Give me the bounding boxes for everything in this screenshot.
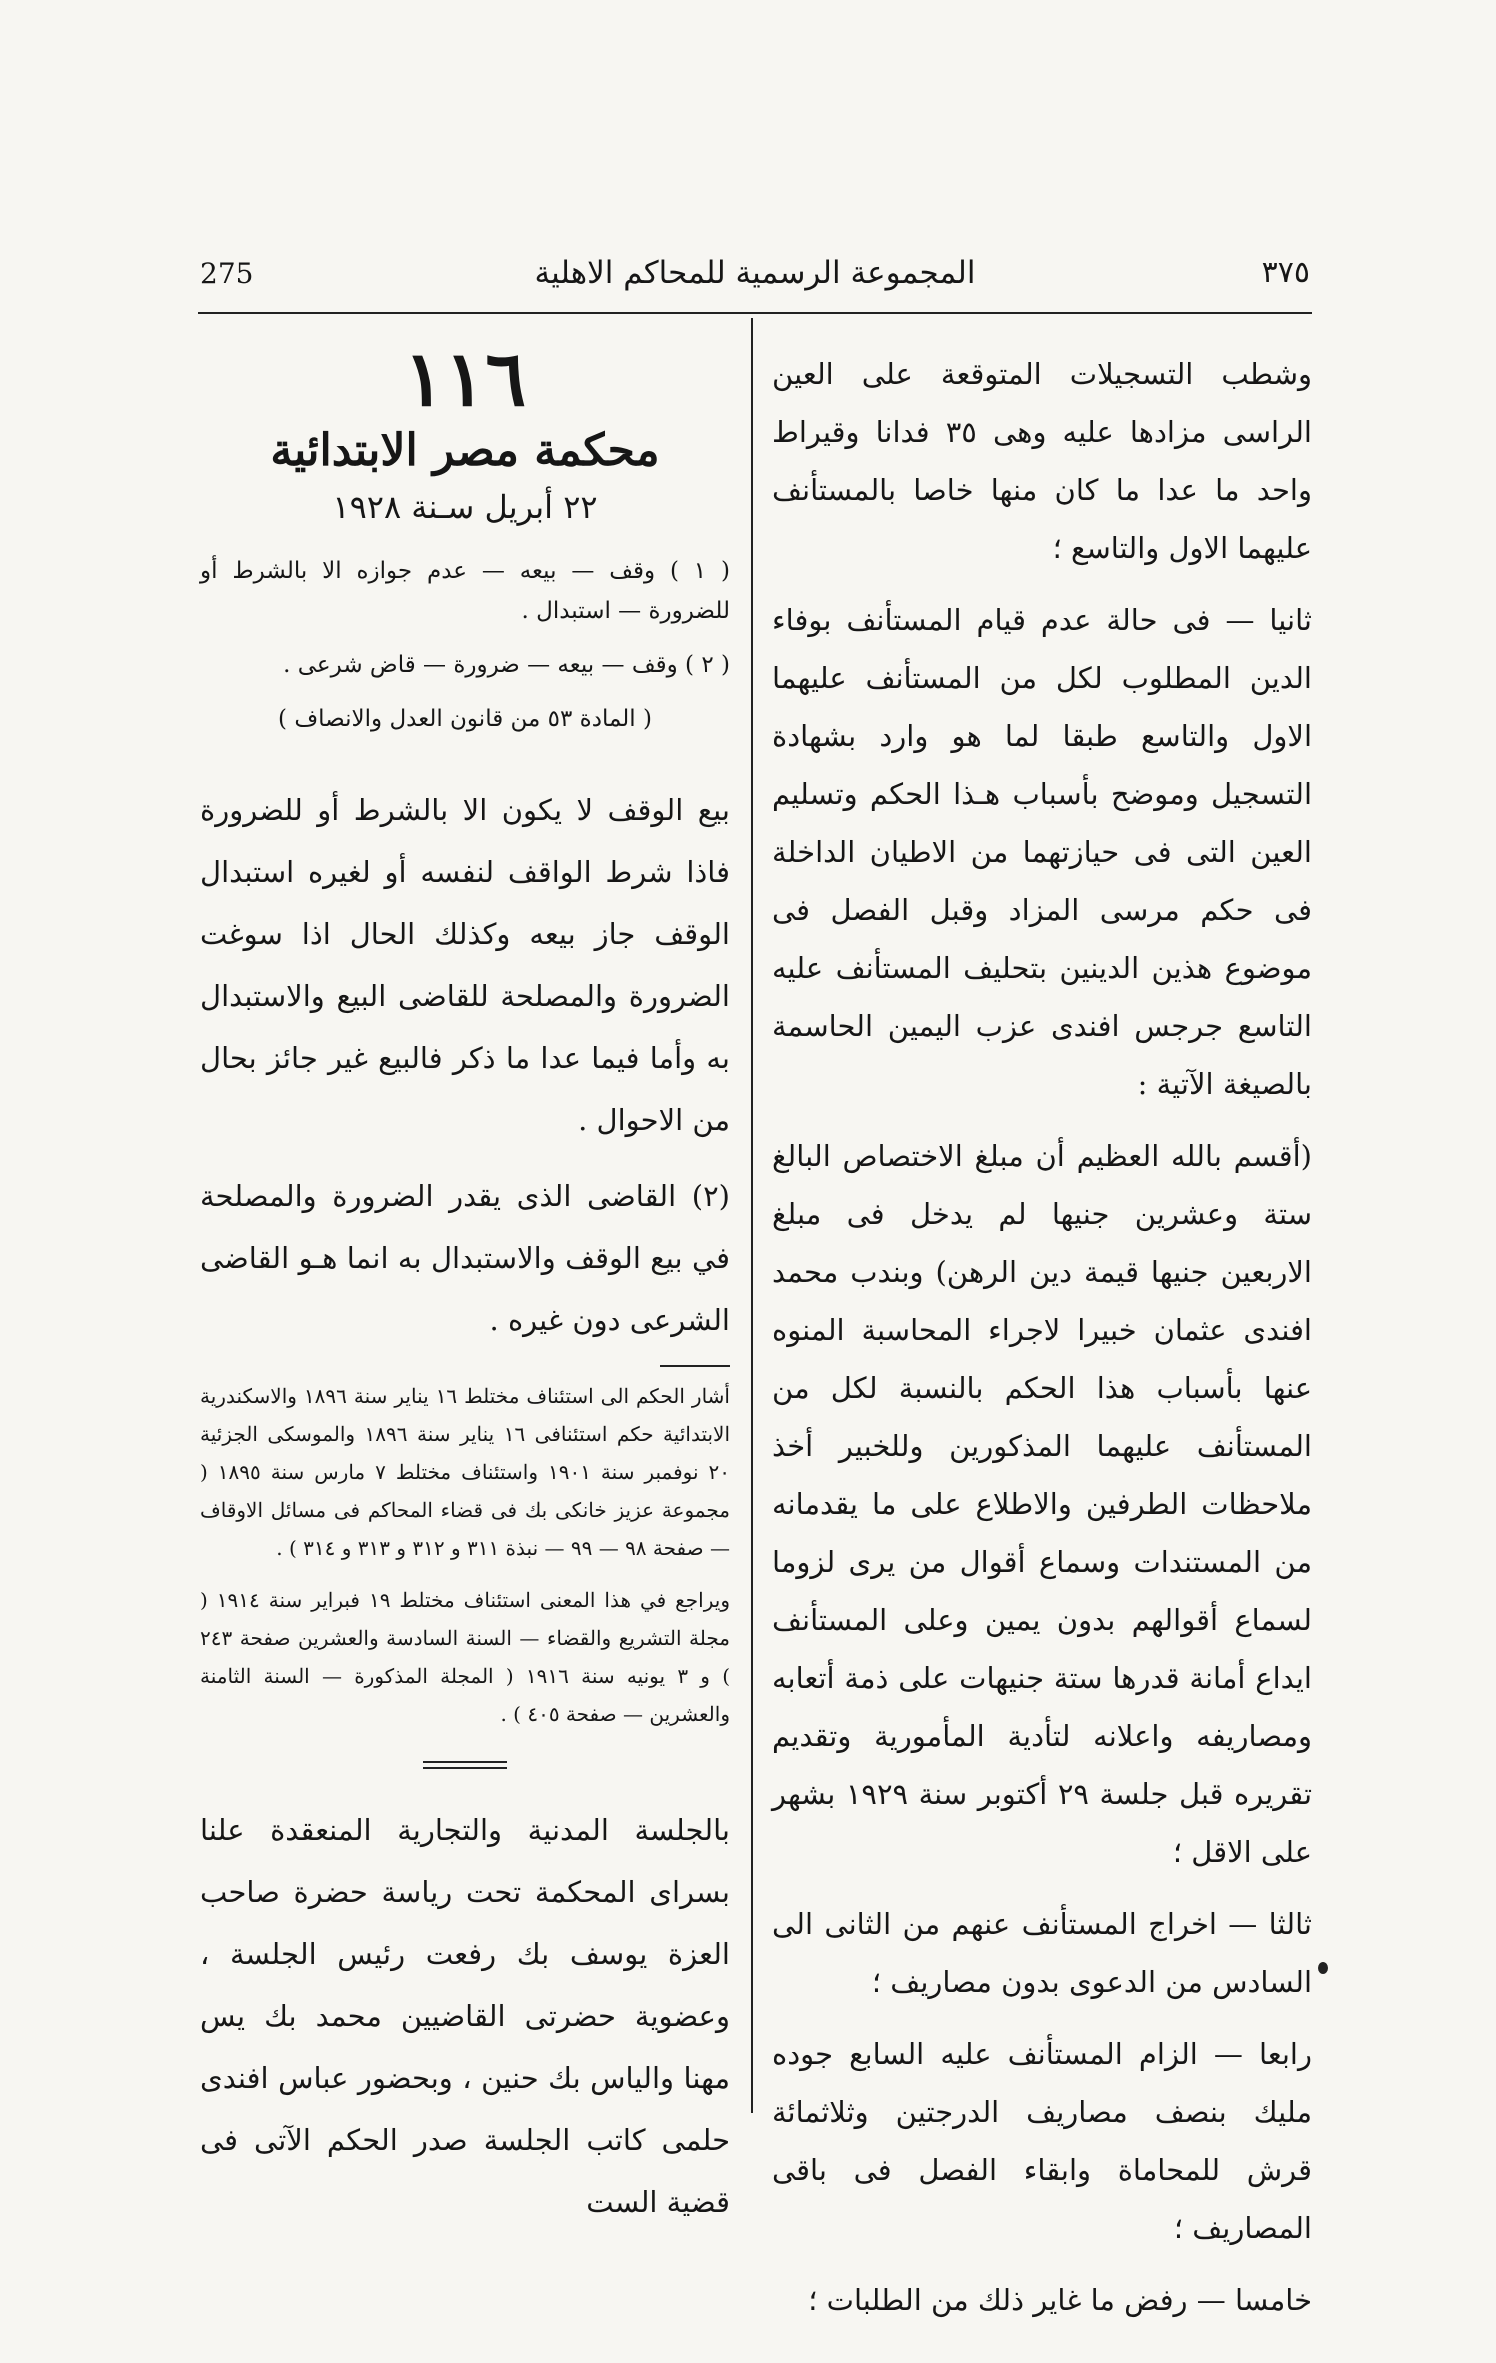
body-paragraph: خامسا — رفض ما غاير ذلك من الطلبات ؛ [808, 2283, 1312, 2317]
footnote-rule [660, 1365, 730, 1367]
judgment-date: ٢٢ أبريل سـنة ١٩٢٨ [332, 488, 598, 526]
holding-paragraph: (٢) القاضى الذى يقدر الضرورة والمصلحة في بيع الوقف والاستبدال به انما هـو القاضى الشرعى دون غيره . [200, 1179, 730, 1337]
page-header [200, 255, 1310, 303]
session-paragraph: بالجلسة المدنية والتجارية المنعقدة علنا بسراى المحكمة تحت رياسة حضرة صاحب العزة يوسف بك رفعت رئيس الجلسة ، وعضوية حضرتى القاضيين محمد بك يس مهنا والياس بك حنين ، وبحضور عباس افندى حلمى كاتب الجلسة صدر الحكم الآتى فى قضية الست [200, 1813, 730, 2219]
left-column [772, 345, 1312, 2343]
running-title: المجموعة الرسمية للمحاكم الاهلية [534, 255, 976, 291]
footnote: أشار الحكم الى استئناف مختلط ١٦ يناير سنة ١٨٩٦ والاسكندرية الابتدائية حكم استئنافى ١٦ يناير سنة ١٨٩٦ والموسكى الجزئية ٢٠ نوفمبر سنة ١٩٠١ واستئناف مختلط ٧ مارس سنة ١٨٩٥ ( مجموعة عزيز خانكى بك فى قضاء المحاكم فى مسائل الاوقاف — صفحة ٩٨ — ٩٩ — نبذة ٣١١ و ٣١٢ و ٣١٣ و ٣١٤ ) . [200, 1384, 731, 1560]
right-column [200, 334, 731, 2247]
body-paragraph: وشطب التسجيلات المتوقعة على العين الراسى مزادها عليه وهى ٣٥ فدانا وقيراط واحد ما عدا ما كان منها خاصا بالمستأنف عليهما الاول والتاسع ؛ [772, 357, 1312, 565]
holding-paragraph: بيع الوقف لا يكون الا بالشرط أو للضرورة فاذا شرط الواقف لنفسه أو لغيره استبدال الوقف جاز بيعه وكذلك الحال اذا سوغت الضرورة والمصلحة للقاضى البيع والاستبدال به وأما فيما عدا ما ذكر فالبيع غير جائز بحال من الاحوال . [200, 793, 730, 1137]
court-name: محكمة مصر الابتدائية [270, 425, 660, 476]
footnote: ويراجع في هذا المعنى استئناف مختلط ١٩ فبراير سنة ١٩١٤ ( مجلة التشريع والقضاء — السنة السادسة والعشرين صفحة ٢٤٣ ) و ٣ يونيه سنة ١٩١٦ ( المجلة المذكورة — السنة الثامنة والعشرين — صفحة ٤٠٥ ) . [200, 1588, 730, 1726]
section-separator [423, 1761, 507, 1769]
page-number-arabic: ٣٧٥ [1261, 255, 1310, 290]
summary-item: ( ٢ ) وقف — بيعه — ضرورة — قاض شرعى . [283, 652, 730, 678]
body-paragraph: رابعا — الزام المستأنف عليه السابع جوده مليك بنصف مصاريف الدرجتين وثلاثمائة قرش للمحاماة وابقاء الفصل فى باقى المصاريف ؛ [772, 2037, 1312, 2245]
case-number: ١١٦ [403, 334, 527, 423]
column-divider [751, 318, 753, 2113]
ink-mark [1318, 1962, 1328, 1974]
body-paragraph: ثالثا — اخراج المستأنف عنهم من الثانى الى السادس من الدعوى بدون مصاريف ؛ [772, 1907, 1312, 1999]
body-paragraph: ثانيا — فى حالة عدم قيام المستأنف بوفاء الدين المطلوب لكل من المستأنف عليهما الاول والتاسع طبقا لما هو وارد بشهادة التسجيل وموضح بأسباب هـذا الحكم وتسليم العين التى فى حيازتهما من الاطيان الداخلة فى حكم مرسى المزاد وقبل الفصل فى موضوع هذين الدينين بتحليف المستأنف عليه التاسع جرجس افندى عزب اليمين الحاسمة بالصيغة الآتية : [772, 603, 1312, 1101]
law-reference: ( المادة ٥٣ من قانون العدل والانصاف ) [278, 706, 652, 732]
page-number-latin: 275 [200, 257, 254, 290]
summary-item: ( ١ ) وقف — بيعه — عدم جوازه الا بالشرط أو للضرورة — استبدال . [200, 558, 730, 624]
header-rule [198, 312, 1312, 314]
body-paragraph: (أقسم بالله العظيم أن مبلغ الاختصاص البالغ ستة وعشرين جنيها لم يدخل فى مبلغ الاربعين جنيها قيمة دين الرهن) وبندب محمد افندى عثمان خبيرا لاجراء المحاسبة المنوه عنها بأسباب هذا الحكم بالنسبة لكل من المستأنف عليهما المذكورين وللخبير أخذ ملاحظات الطرفين والاطلاع على ما يقدمانه من المستندات وسماع أقوال من يرى لزوما لسماع أقوالهم بدون يمين وعلى المستأنف ايداع أمانة قدرها ستة جنيهات على ذمة أتعابه ومصاريفه واعلانه لتأدية المأمورية وتقديم تقريره قبل جلسة ٢٩ أكتوبر سنة ١٩٢٩ بشهر على الاقل ؛ [772, 1139, 1313, 1869]
